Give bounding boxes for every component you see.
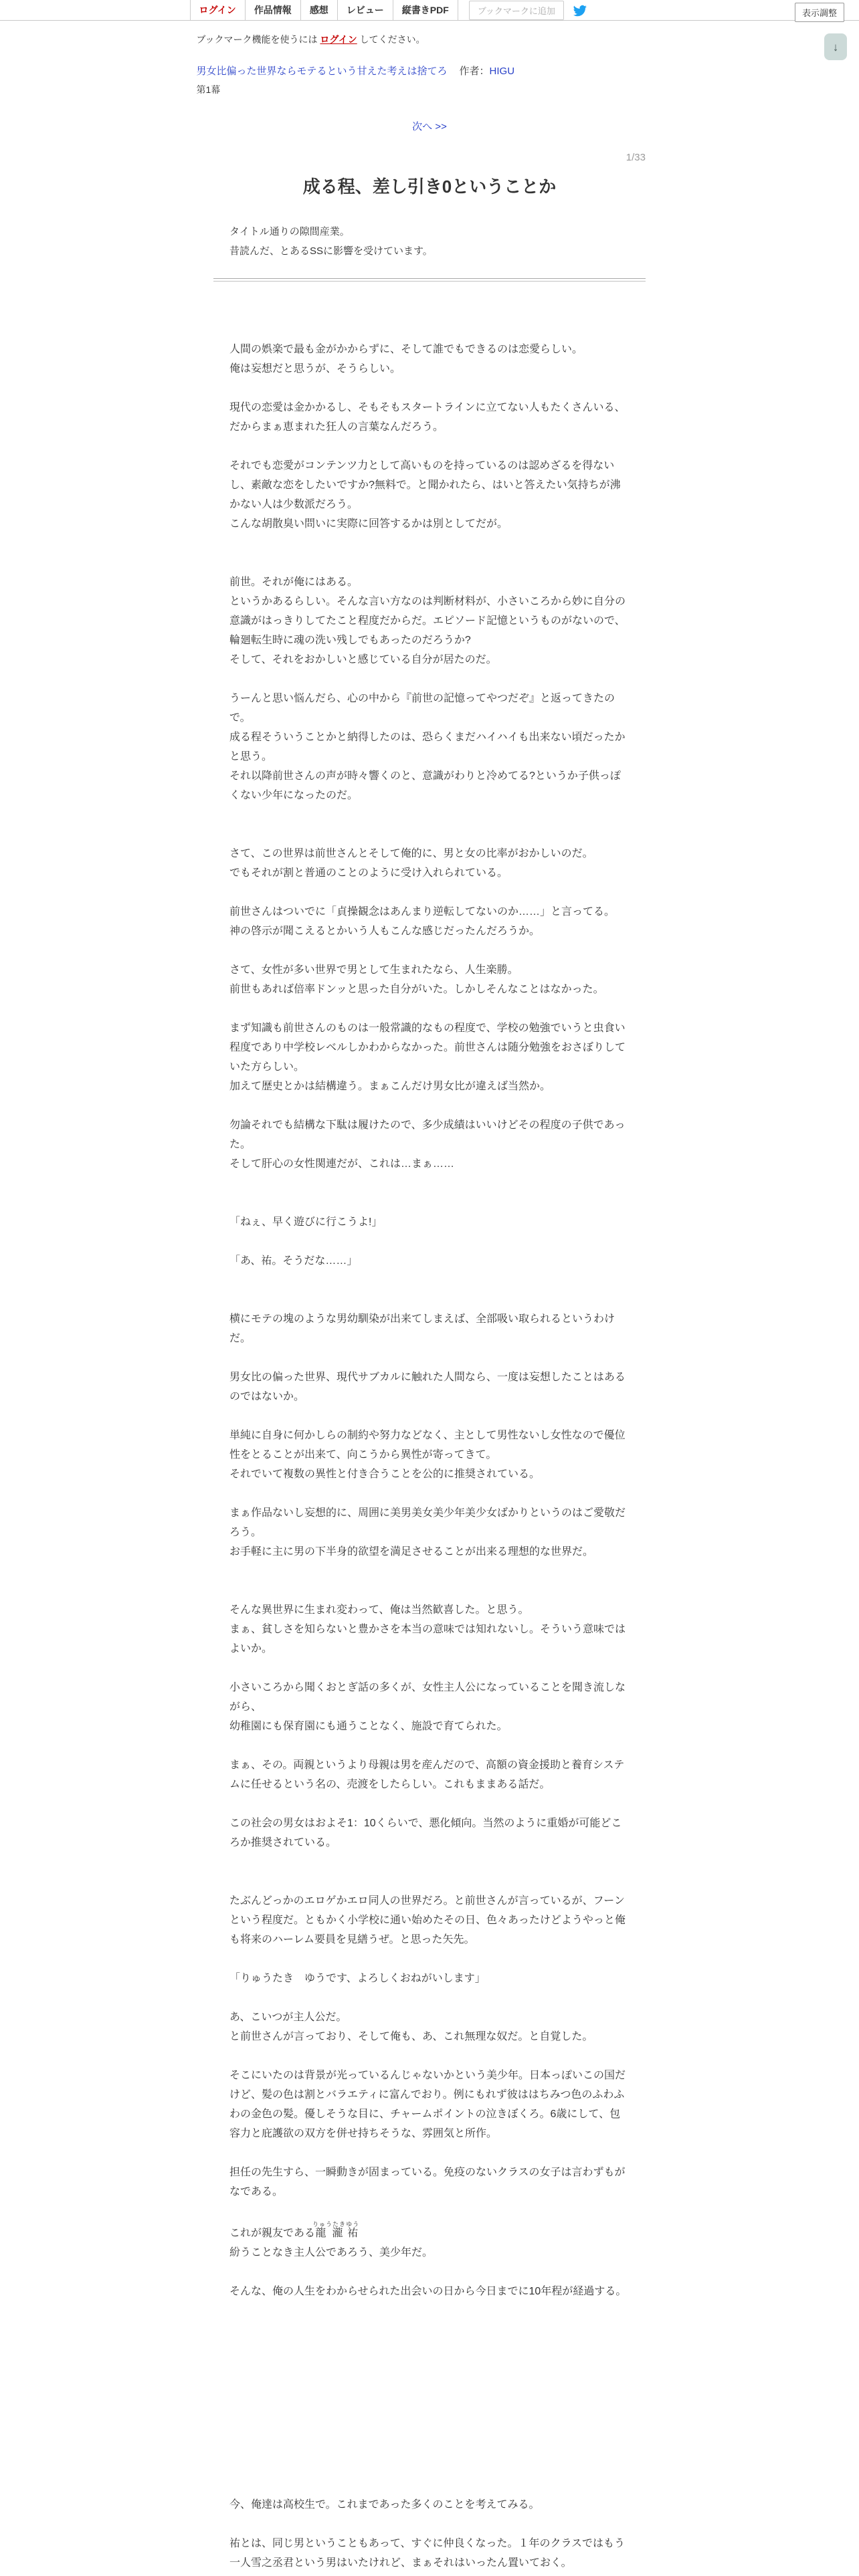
blank-lines: [229, 1348, 630, 1368]
novel-line: でもそれが割と普通のことのように受け入れられている。: [229, 867, 508, 879]
header-nav: [190, 0, 458, 20]
novel-line: 男女比の偏った世界、現代サブカルに触れた人間なら、一度は妄想したことはあるのではないか。: [229, 1372, 626, 1402]
blank-lines: [229, 883, 630, 902]
episode-title: 成る程、差し引き0ということか: [302, 177, 557, 197]
novel-line: まぁ、その。両親というより母親は男を産んだので、高額の資金援助と養育システムに任せるという名の、売渡をしたらしい。これもままある話だ。: [229, 1759, 625, 1790]
novel-line: 担任の先生すら、一瞬動きが固まっている。免疫のないクラスの女子は言わずもがなである。: [229, 2167, 626, 2197]
novel-line: 小さいころから聞くおとぎ話の多くが、女性主人公になっていることを聞き流しながら、: [229, 1682, 626, 1713]
novel-line: 人間の娯楽で最も金がかからずに、そして誰でもできるのは恋愛らしい。: [229, 344, 583, 355]
work-title-line: [197, 64, 670, 78]
blank-lines: [229, 2046, 630, 2066]
novel-line: 幼稚園にも保育園にも通うことなく、施設で育てられた。: [229, 1721, 508, 1732]
blank-lines: [229, 1949, 630, 1969]
novel-line: そんな、俺の人生をわからせられた出会いの日から今日までに10年程が経過する。: [229, 2286, 627, 2297]
blank-lines: [229, 2301, 630, 2495]
blank-lines: [229, 999, 630, 1018]
novel-line: 前世もあれば倍率ドンッと思った自分がいた。しかしそんなことはなかった。: [229, 984, 604, 995]
bookmark-notice: [197, 33, 670, 46]
login-link[interactable]: ログイン: [320, 34, 357, 45]
blank-lines: [229, 1988, 630, 2008]
novel-line: そして肝心の女性関連だが、これは…まぁ……: [229, 1158, 455, 1170]
blank-lines: [229, 1484, 630, 1503]
novel-line: 加えて歴史とかは結構違う。まぁこんだけ男女比が違えば当然か。: [229, 1081, 551, 1092]
novel-line: 現代の恋愛は金かかるし、そもそもスタートラインに立てない人もたくさんいる、だからまぁ恵まれた狂人の言葉なんだろう。: [229, 402, 626, 433]
novel-line: うーんと思い悩んだら、心の中から『前世の記憶ってやつだぞ』と返ってきたので。: [229, 693, 615, 724]
preface-line: 昔読んだ、とあるSSに影響を受けています。: [229, 245, 433, 257]
bookmark-notice-text-after: してください。: [357, 34, 425, 45]
blank-lines: [229, 1096, 630, 1115]
blank-lines: [229, 1562, 630, 1600]
blank-lines: [229, 1852, 630, 1891]
novel-line: 単純に自身に何かしらの制約や努力などなく、主として男性ないし女性なので優位性をとることが出来て、向こうから異性が寄ってきて。: [229, 1430, 626, 1461]
nav-login[interactable]: ログイン: [190, 0, 245, 20]
top-bar: [0, 0, 859, 21]
nav-comments[interactable]: 感想: [300, 0, 337, 20]
blank-lines: [229, 2202, 630, 2221]
novel-line: 成る程そういうことかと納得したのは、恐らくまだハイハイも出来ない頃だったかと思う。: [229, 732, 626, 762]
episode-preface: [213, 222, 646, 261]
nav-vertical-pdf[interactable]: 縦書きPDF: [393, 0, 458, 20]
blank-lines: [229, 1174, 630, 1212]
blank-lines: [229, 282, 630, 340]
blank-lines: [229, 1794, 630, 1814]
scroll-down-button[interactable]: [824, 33, 847, 60]
novel-line: お手軽に主に男の下半身的欲望を満足させることが出来る理想的な世界だ。: [229, 1546, 594, 1558]
novel-line: それ以降前世さんの声が時々響くのと、意識がわりと冷めてる?というか子供っぽくない少年になったのだ。: [229, 770, 621, 801]
blank-lines: [229, 2514, 630, 2534]
novel-line: 勿論それでも結構な下駄は履けたので、多少成績はいいけどその程度の子供であった。: [229, 1119, 626, 1150]
novel-line: 神の啓示が聞こえるとかいう人もこんな感じだったんだろうか。: [229, 926, 541, 937]
page-position: 1/33: [626, 152, 646, 163]
novel-line: そんな異世界に生まれ変わって、俺は当然歓喜した。と思う。: [229, 1604, 529, 1616]
novel-line: というかあるらしい。そんな言い方なのは判断材料が、小さいころから妙に自分の意識がはっきりしてたこと程度だからだ。エピソード記憶というものがないので、輪廻転生時に魂の洗い残しでもあったのだろうか?: [229, 596, 626, 646]
add-bookmark-button[interactable]: ブックマークに追加: [469, 1, 564, 20]
blank-lines: [229, 941, 630, 960]
blank-lines: [229, 805, 630, 844]
novel-line: 祐とは、同じ男ということもあって、すぐに仲良くなった。１年のクラスではもう一人雪之丞君という男はいたけれど、まぁそれはいったん置いておく。: [229, 2538, 626, 2569]
novel-line: と前世さんが言っており、そして俺も、あ、これ無理な奴だ。と自覚した。: [229, 2031, 593, 2042]
preface-line: タイトル通りの隙間産業。: [229, 226, 350, 237]
novel-line: こんな胡散臭い問いに実際に回答するかは別としてだが。: [229, 518, 508, 530]
blank-lines: [229, 437, 630, 456]
novel-line: さて、この世界は前世さんとそして俺的に、男と女の比率がおかしいのだ。: [229, 848, 593, 859]
novel-line: それでいて複数の異性と付き合うことを公的に推奨されている。: [229, 1469, 541, 1480]
novel-line: これが親友である龍瀧りゅうたき 祐ゆう: [229, 2221, 360, 2239]
novel-line: まぁ、貧しさを知らないと豊かさを本当の意味では知れないし。そういう意味ではよいか。: [229, 1624, 626, 1654]
novel-line: まず知識も前世さんのものは一般常識的なもの程度で、学校の勉強でいうと虫食い程度であり中学校レベルしかわからなかった。前世さんは随分勉強をおさぼりしていた方らしい。: [229, 1023, 626, 1073]
novel-line: まぁ作品ないし妄想的に、周囲に美男美女美少年美少女ばかりというのはご愛敬だろう。: [229, 1507, 626, 1538]
nav-work-info[interactable]: 作品情報: [245, 0, 300, 20]
content-column: [190, 33, 670, 2573]
blank-lines: [229, 669, 630, 689]
nav-reviews[interactable]: レビュー: [337, 0, 393, 20]
novel-line: そこにいたのは背景が光っているんじゃないかという美少年。日本っぽいこの国だけど、髪の色は割とバラエティに富んでおり。例にもれず彼ははちみつ色のふわふわの金色の髪。優しそうな目に、チャームポイントの泣きぼくろ。6歳にして、包容力と庇護欲の双方を併せ持ちそうな、雰囲気と所作。: [229, 2070, 626, 2139]
blank-lines: [229, 534, 630, 572]
blank-lines: [229, 379, 630, 398]
novel-line: 「ねぇ、早く遊びに行こうよ!」: [229, 1216, 383, 1228]
novel-line: 「りゅうたき ゆうです、よろしくおねがいします」: [229, 1973, 486, 1984]
novel-line: 今、俺達は高校生で。これまであった多くのことを考えてみる。: [229, 2499, 540, 2510]
novel-line: 紛うことなき主人公であろう、美少年だ。: [229, 2247, 434, 2258]
novel-line: 前世。それが俺にはある。: [229, 576, 359, 588]
novel-line: 前世さんはついでに「貞操観念はあんまり逆転してないのか……」と言ってる。: [229, 906, 615, 918]
blank-lines: [229, 1271, 630, 1309]
novel-line: あ、こいつが主人公だ。: [229, 2012, 347, 2023]
twitter-icon[interactable]: [572, 3, 587, 17]
down-arrow-icon: ↓: [832, 41, 839, 53]
display-adjust-button[interactable]: 表示調整: [795, 3, 844, 22]
bookmark-notice-text: ブックマーク機能を使うには: [196, 34, 320, 45]
novel-line: この社会の男女はおよそ1：10くらいで、悪化傾向。当然のように重婚が可能どころか推奨されている。: [229, 1818, 622, 1848]
novel-line: 横にモテの塊のような男幼馴染が出来てしまえば、全部吸い取られるというわけだ。: [229, 1313, 615, 1344]
novel-line: そして、それをおかしいと感じている自分が居たのだ。: [229, 654, 497, 665]
author-link[interactable]: HIGU: [489, 66, 515, 77]
blank-lines: [229, 1736, 630, 1755]
novel-line: 俺は妄想だと思うが、そうらしい。: [229, 363, 401, 374]
next-page-link[interactable]: 次へ >>: [412, 121, 447, 132]
novel-line: さて、女性が多い世界で男として生まれたなら、人生楽勝。: [229, 964, 518, 976]
author-label: 作者：: [459, 66, 490, 77]
novel-line: それでも恋愛がコンテンツ力として高いものを持っているのは認めざるを得ないし、素敵な恋をしたいですか?無料で。と聞かれたら、はいと答えたい気持ちが沸かない人は少数派だろう。: [229, 460, 621, 510]
blank-lines: [229, 1406, 630, 1426]
blank-lines: [229, 1658, 630, 1678]
part-label: 第1幕: [196, 84, 221, 95]
blank-lines: [229, 2143, 630, 2163]
blank-lines: [229, 2262, 630, 2282]
work-title-link[interactable]: 男女比偏った世界ならモテるという甘えた考えは捨てろ: [196, 66, 448, 77]
novel-line: たぶんどっかのエロゲかエロ同人の世界だろ。と前世さんが言っているが、フーンという程度だ。ともかく小学校に通い始めたその日、色々あったけどようやっと俺も将来のハーレム要員を見繕うぜ。と思った矢先。: [229, 1895, 626, 1945]
novel-line: 「あ、祐。そうだな……」: [229, 1255, 358, 1267]
novel-container: [213, 152, 646, 2573]
novel-body: [213, 282, 646, 2573]
blank-lines: [229, 1232, 630, 1251]
